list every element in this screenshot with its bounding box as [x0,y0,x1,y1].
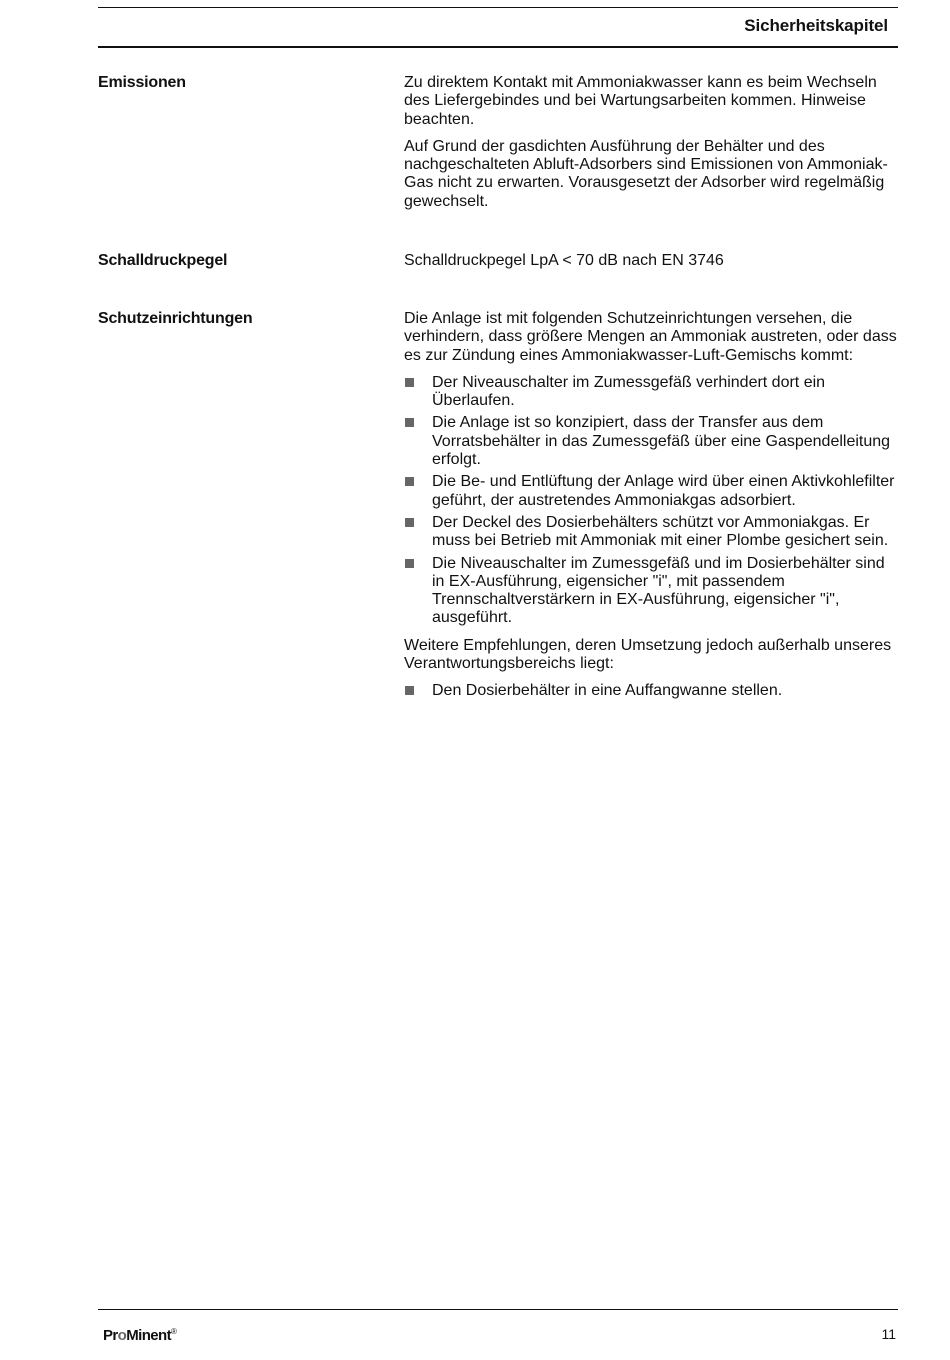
prominent-logo: ProMinent® [103,1327,177,1344]
chapter-title: Sicherheitskapitel [744,16,888,35]
list-item-text: Die Be- und Entlüftung der Anlage wird über einen Aktivkohlefilter geführt, der austretendes Ammoniakgas adsorbiert. [432,473,895,509]
section-body [404,252,898,279]
list-item [404,514,898,551]
list-item [404,682,898,700]
list-item-text: Die Niveauschalter im Zumessgefäß und im Dosierbehälter sind in EX-Ausführung, eigensicher "i", mit passendem Trennschaltverstärkern in EX-Ausführung, eigensicher "i", ausgeführt. [432,554,885,627]
square-bullet-icon [405,477,414,486]
section-body [404,74,898,220]
section-body [404,310,898,710]
square-bullet-icon [405,378,414,387]
footer-rule [98,1309,898,1310]
paragraph: Schalldruckpegel LpA < 70 dB nach EN 3746 [404,252,724,269]
square-bullet-icon [405,686,414,695]
header-rule [98,46,898,48]
bullet-list [404,374,898,628]
square-bullet-icon [405,518,414,527]
paragraph: Auf Grund der gasdichten Ausführung der Behälter und des nachgeschalteten Abluft-Adsorbers sind Emissionen von Ammoniak-Gas nicht zu erwarten. Vorausgesetzt der Adsorber wird regelmäßig gewechselt. [404,137,888,210]
section-label: Emissionen [98,74,186,91]
paragraph: Weitere Empfehlungen, deren Umsetzung jedoch außerhalb unseres Verantwortungsbereichs liegt: [404,636,892,673]
section-label: Schutzeinrichtungen [98,310,253,327]
paragraph: Die Anlage ist mit folgenden Schutzeinrichtungen versehen, die verhindern, dass größere Mengen an Ammoniak austreten, oder dass es zur Zündung eines Ammoniakwasser-Luft-Gemischs kommt: [404,310,897,364]
list-item [404,414,898,469]
section-label: Schalldruckpegel [98,252,228,269]
list-item-text: Der Deckel des Dosierbehälters schützt vor Ammoniakgas. Er muss bei Betrieb mit Ammoniak mit einer Plombe gesichert sein. [432,513,889,550]
list-item-text: Die Anlage ist so konzipiert, dass der Transfer aus dem Vorratsbehälter in das Zumessgefäß über eine Gaspendelleitung erfolgt. [432,414,891,469]
list-item-text: Den Dosierbehälter in eine Auffangwanne stellen. [432,682,783,700]
top-rule [98,7,898,8]
square-bullet-icon [405,418,414,427]
page-number: 11 [881,1326,896,1342]
list-item-text: Der Niveauschalter im Zumessgefäß verhindert dort ein Überlaufen. [432,373,826,410]
list-item [404,473,898,510]
paragraph: Zu direktem Kontakt mit Ammoniakwasser kann es beim Wechseln des Liefergebindes und bei Wartungsarbeiten kommen. Hinweise beachten. [404,74,877,128]
square-bullet-icon [405,559,414,568]
list-item [404,374,898,411]
bullet-list [404,682,898,700]
list-item [404,555,898,628]
